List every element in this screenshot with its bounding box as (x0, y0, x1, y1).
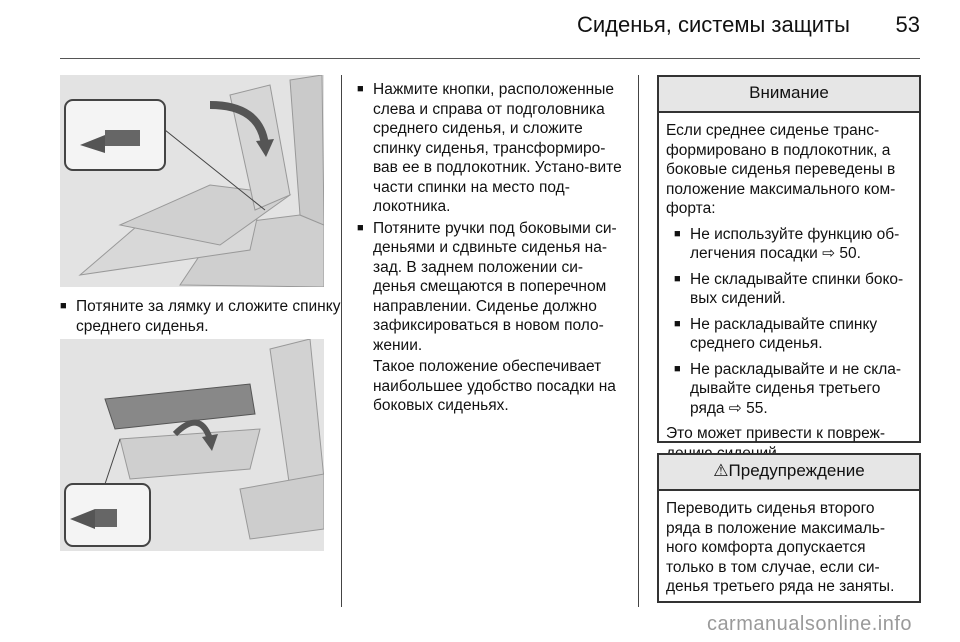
warning-triangle-icon: ⚠ (713, 461, 729, 480)
seat-fold-illustration (60, 75, 324, 287)
watermark: carmanualsonline.info (706, 613, 912, 635)
attention-bullet: ■ Не используйте функцию об-легчения посадки ⇨ 50. (674, 225, 913, 264)
header-rule (60, 58, 920, 59)
warning-header (659, 455, 919, 491)
attention-bullet: ■ Не раскладывайте спинку среднего сиденья. (674, 315, 913, 354)
page-title: Сиденья, системы защиты (576, 12, 850, 37)
instruction-bullet: ■ Потяните за лямку и сложите спинку среднего сиденья. (60, 297, 346, 336)
attention-bullet: ■ Не складывайте спинки боко-вых сидений. (674, 270, 913, 309)
attention-outro: Это может привести к повреж- (666, 425, 886, 442)
armrest-illustration (60, 339, 324, 551)
page-number: 53 (895, 12, 920, 37)
attention-box (657, 75, 921, 443)
middle-column (357, 80, 625, 416)
attention-intro: Если среднее сиденье транс-формировано в подлокотник, а боковые сиденья переведены в положение максимального ком-форта: (666, 122, 896, 217)
instruction-bullet: ■ Нажмите кнопки, расположенные слева и справа от подголовника среднего сиденья, и сложите спинку сиденья, трансформиро-вав ее в подлокотник. Устано-вите части спинки на место под-локотника. (357, 80, 625, 217)
warning-title: Предупреждение (728, 461, 865, 480)
column-divider (341, 75, 342, 607)
column-divider (638, 75, 639, 607)
attention-title: Внимание (659, 77, 919, 113)
attention-bullet: ■ Не раскладывайте и не скла-дывайте сиденья третьего ряда ⇨ 55. (674, 360, 913, 419)
instruction-bullet: ■ Потяните ручки под боковыми си-деньями и сдвиньте сиденья на-зад. В заднем положении си-денья смещаются в поперечном направлении. Сиденье должно зафиксироваться в новом поло-жении. (357, 219, 625, 356)
instruction-paragraph: Такое положение обеспечивает наибольшее удобство посадки на боковых сиденьях. (373, 358, 616, 414)
warning-box (657, 453, 921, 603)
warning-text: Переводить сиденья второго ряда в положение максималь-ного комфорта допускается только в том случае, если си-денья третьего ряда не заняты. (666, 500, 895, 595)
